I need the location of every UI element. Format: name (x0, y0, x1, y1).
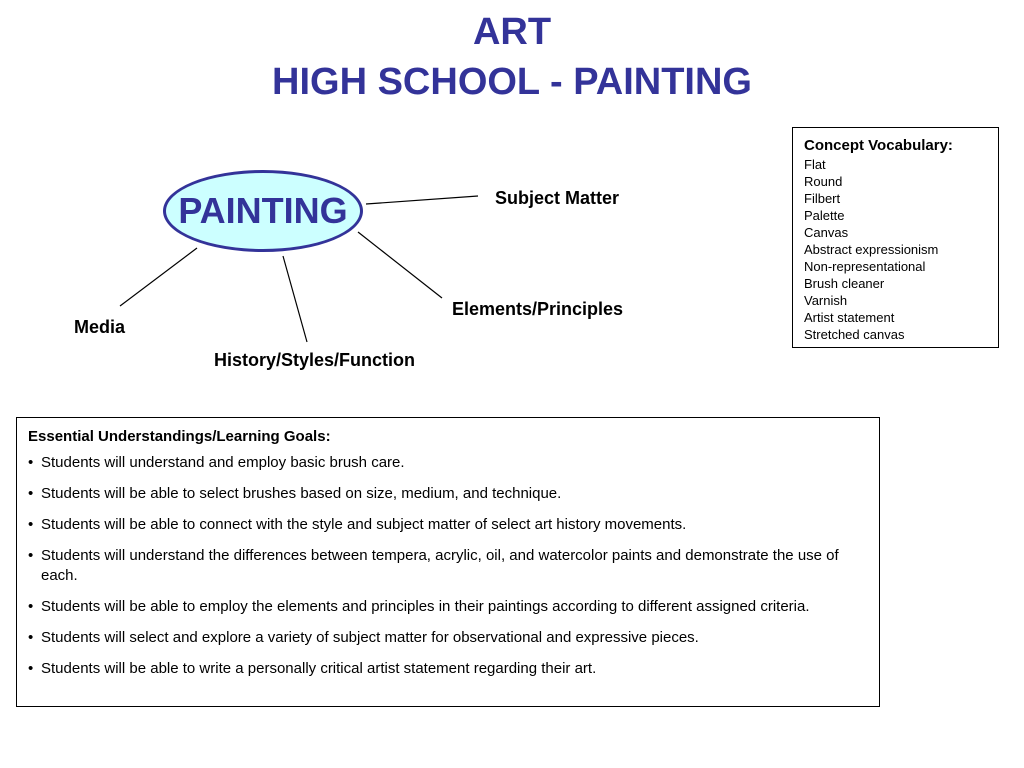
learning-goal-item (28, 453, 869, 473)
page-title-subject: ART (472, 11, 552, 53)
vocabulary-term: Abstract expressionism (804, 242, 939, 257)
vocabulary-term: Artist statement (804, 310, 895, 325)
branch-media: Media (74, 317, 126, 337)
learning-goal-item (28, 659, 869, 679)
concept-vocabulary-box (792, 127, 999, 348)
vocabulary-term: Brush cleaner (804, 276, 885, 291)
bullet-icon: • (28, 547, 34, 564)
learning-goal-item (28, 546, 869, 586)
vocabulary-term: Filbert (804, 191, 841, 206)
connector-elements-principles (358, 232, 442, 298)
learning-goal-item (28, 515, 869, 535)
bullet-icon: • (28, 629, 34, 646)
learning-goals-heading: Essential Understandings/Learning Goals: (28, 428, 331, 445)
vocabulary-term: Flat (804, 157, 826, 172)
learning-goal-item (28, 597, 869, 617)
learning-goal-item (28, 484, 869, 504)
learning-goal-text: Students will be able to employ the elements and principles in their paintings according to different assigned criteria. (41, 598, 810, 615)
connector-history (283, 256, 307, 342)
vocabulary-term: Round (804, 174, 843, 189)
bullet-icon: • (28, 660, 34, 677)
learning-goal-text: Students will select and explore a variety of subject matter for observational and expressive pieces. (41, 629, 699, 646)
branch-history-styles-function: History/Styles/Function (214, 350, 416, 370)
vocabulary-term: Stretched canvas (804, 327, 905, 342)
bullet-icon: • (28, 454, 34, 471)
vocabulary-term: Non-representational (804, 259, 926, 274)
learning-goal-text: Students will be able to select brushes based on size, medium, and technique. (41, 485, 562, 502)
vocabulary-term: Palette (804, 208, 845, 223)
learning-goal-text: Students will be able to connect with the style and subject matter of select art history movements. (41, 516, 687, 533)
learning-goals-box (16, 417, 880, 707)
branch-elements-principles: Elements/Principles (452, 299, 624, 319)
learning-goal-text: Students will understand and employ basic brush care. (41, 454, 405, 471)
page-title-course: HIGH SCHOOL - PAINTING (272, 61, 752, 103)
learning-goal-text: Students will be able to write a personally critical artist statement regarding their art. (41, 660, 597, 677)
learning-goal-item (28, 628, 869, 648)
branch-subject-matter: Subject Matter (495, 188, 620, 208)
connector-subject-matter (366, 196, 478, 204)
vocabulary-term: Canvas (804, 225, 849, 240)
bullet-icon: • (28, 485, 34, 502)
connector-media (120, 248, 197, 306)
vocabulary-heading: Concept Vocabulary: (804, 137, 953, 154)
painting-center-bubble: PAINTING (163, 170, 363, 252)
vocabulary-term: Varnish (804, 293, 848, 308)
bullet-icon: • (28, 598, 34, 615)
bullet-icon: • (28, 516, 34, 533)
learning-goal-text: Students will understand the differences between tempera, acrylic, oil, and watercolor paints and demonstrate the use of each. (41, 547, 839, 584)
